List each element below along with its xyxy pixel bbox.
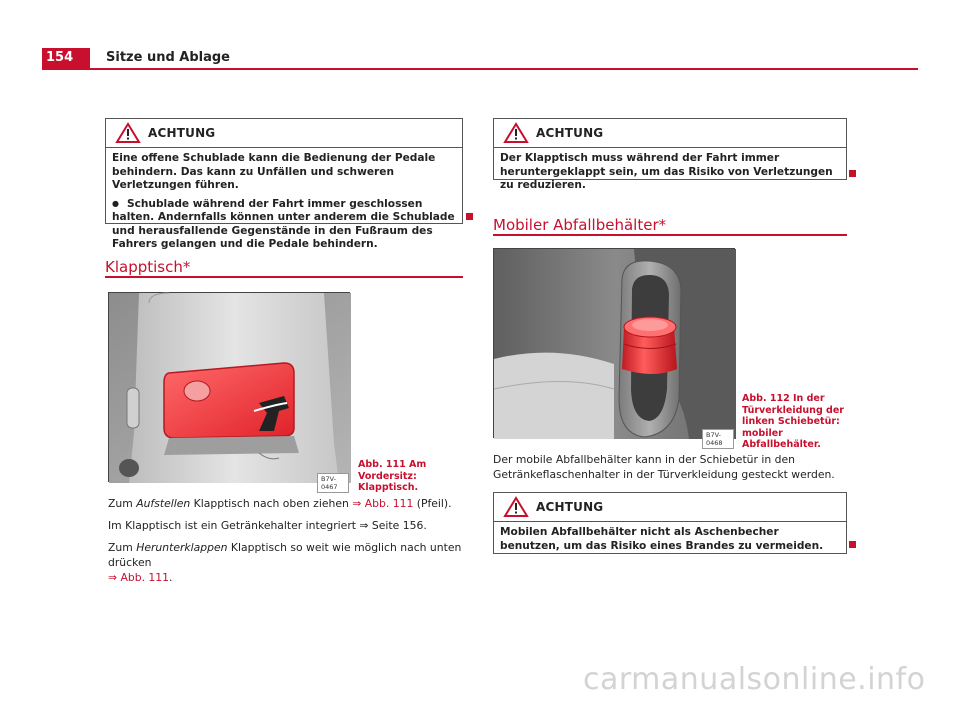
warning-header <box>494 493 846 522</box>
warning-text: Der Klapptisch muss während der Fahrt immer heruntergeklappt sein, um das Risiko von Verletzungen zu reduzieren. <box>500 152 833 191</box>
figure-link[interactable]: ⇒ Abb. 111 <box>108 571 170 584</box>
warning-label: ACHTUNG <box>148 126 216 140</box>
warning-header <box>494 119 846 148</box>
warning-box-waste-bin <box>493 492 847 554</box>
warning-box-drawer <box>105 118 463 250</box>
figure-caption: Abb. 112 In der Türverkleidung der linken Schiebetür: mobiler Abfallbehälter. <box>742 393 844 450</box>
warning-box-table <box>493 118 847 191</box>
door-bin-illustration <box>494 249 736 439</box>
figure-link[interactable]: ⇒ Abb. 111 <box>352 497 414 510</box>
section-rule <box>105 276 463 278</box>
figure-code: B7V-0467 <box>317 473 349 493</box>
paragraph-aufstellen: Zum Aufstellen Klapptisch nach oben ziehen ⇒ Abb. 111 (Pfeil). <box>108 497 452 510</box>
end-mark <box>466 213 473 220</box>
seat-back-illustration <box>109 293 351 483</box>
section-title-klapptisch: Klapptisch* <box>105 258 191 276</box>
warning-triangle-icon <box>116 123 140 143</box>
watermark: carmanualsonline.info <box>583 662 926 697</box>
warning-label: ACHTUNG <box>536 500 604 514</box>
warning-triangle-icon <box>504 123 528 143</box>
figure-code: B7V-0468 <box>702 429 734 449</box>
paragraph-abfallbehaelter: Der mobile Abfallbehälter kann in der Schiebetür in den Getränkeflaschenhalter in der Türverkleidung gesteckt werden. <box>493 453 835 481</box>
figure-folding-table <box>108 292 350 491</box>
paragraph-herunterklappen: Zum Herunterklappen Klapptisch so weit wie möglich nach unten drücken ⇒ Abb. 111. <box>108 541 462 584</box>
warning-bullet-text: ● Schublade während der Fahrt immer geschlossen halten. Andernfalls können unter anderem die Schublade und herausfallende Gegenstände in den Fußraum des Fahrers gelangen und die Pedale behindern. <box>112 198 456 252</box>
warning-body <box>494 148 846 193</box>
body-text-klapptisch <box>108 496 463 592</box>
warning-body <box>494 522 846 553</box>
section-rule <box>493 234 847 236</box>
warning-text: Mobilen Abfallbehälter nicht als Aschenbecher benutzen, um das Risiko eines Brandes zu vermeiden. <box>500 526 824 552</box>
page-number: 154 <box>42 48 90 68</box>
warning-triangle-icon <box>504 497 528 517</box>
end-mark <box>849 170 856 177</box>
figure-waste-bin <box>493 248 735 447</box>
warning-label: ACHTUNG <box>536 126 604 140</box>
warning-text: Eine offene Schublade kann die Bedienung der Pedale behindern. Das kann zu Unfällen und schweren Verletzungen führen. <box>112 152 436 191</box>
paragraph-getraenkehalter: Im Klapptisch ist ein Getränkehalter integriert ⇒ Seite 156. <box>108 519 427 532</box>
warning-header <box>106 119 462 148</box>
warning-body <box>106 148 462 252</box>
end-mark <box>849 541 856 548</box>
header-rule <box>42 68 918 70</box>
section-title-abfallbehaelter: Mobiler Abfallbehälter* <box>493 216 667 234</box>
body-text-abfallbehaelter <box>493 452 845 489</box>
figure-caption: Abb. 111 Am Vordersitz: Klapptisch. <box>358 459 427 493</box>
page-title: Sitze und Ablage <box>106 50 231 65</box>
